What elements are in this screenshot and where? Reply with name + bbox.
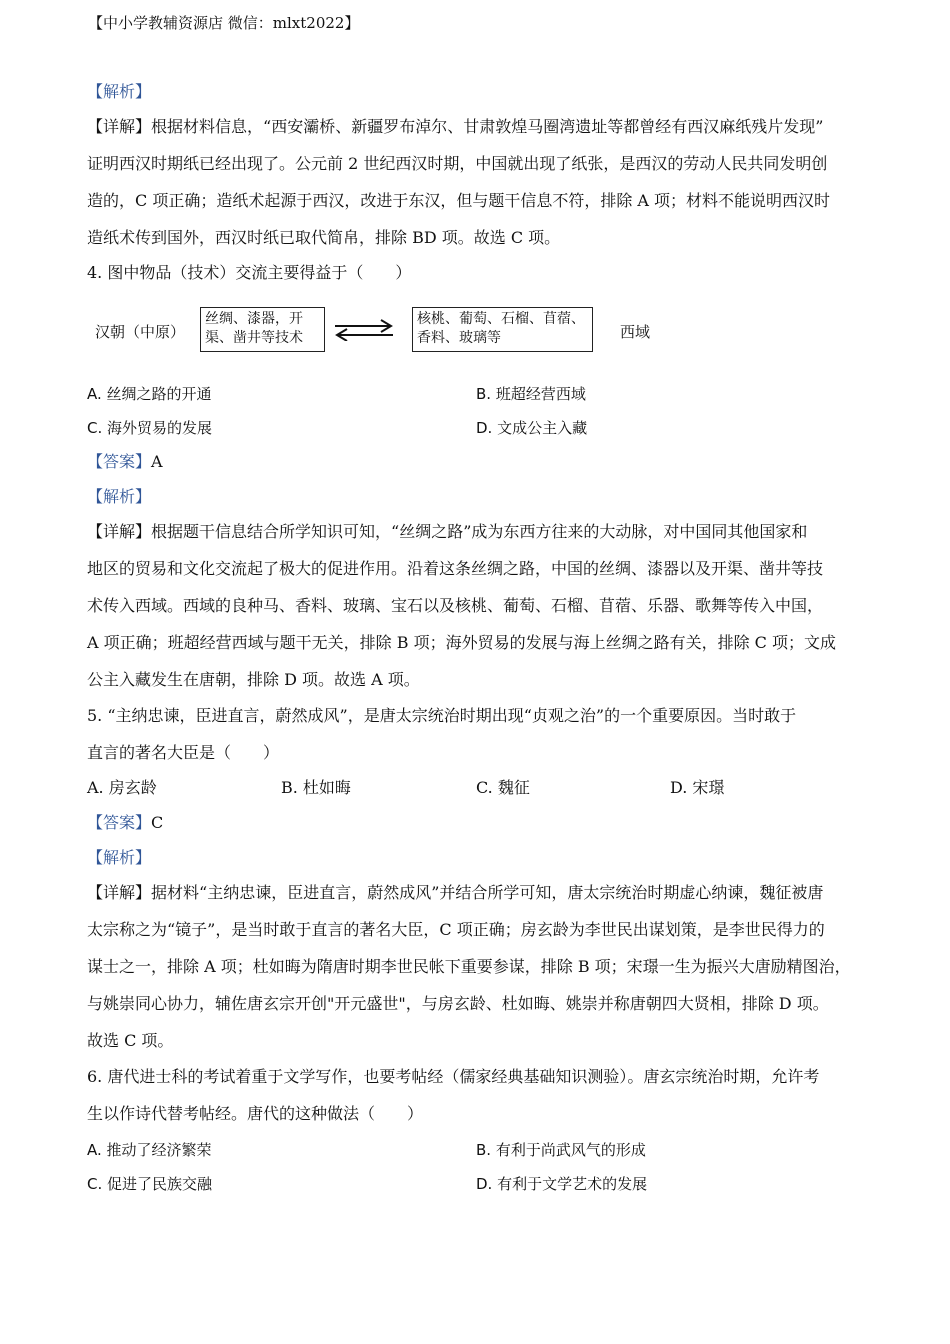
q4-detail-line: 【详解】根据题干信息结合所学知识可知，“丝绸之路”成为东西方往来的大动脉，对中国同其他国家和 — [87, 522, 808, 541]
q5-option-d: D. 宋璟 — [670, 778, 725, 797]
analysis-heading: 【解析】 — [87, 487, 152, 506]
q6-option-d: D. 有利于文学艺术的发展 — [476, 1175, 648, 1193]
q3-detail-line: 造的，C 项正确；造纸术起源于西汉，改进于东汉，但与题干信息不符，排除 A 项；材料不能说明西汉时 — [87, 191, 831, 210]
source-header: 【中小学教辅资源店 微信：mlxt2022】 — [88, 14, 360, 32]
q4-option-d: D. 文成公主入藏 — [476, 419, 588, 437]
detail-label: 【详解】 — [87, 117, 152, 136]
exchange-arrows-icon — [333, 319, 395, 341]
q5-stem-line: 5. “主纳忠谏，臣进直言，蔚然成风”，是唐太宗统治时期出现“贞观之治”的一个重要原因。当时敢于 — [87, 706, 797, 725]
q4-option-a: A. 丝绸之路的开通 — [87, 385, 212, 403]
q5-detail-line: 与姚崇同心协力，辅佐唐玄宗开创"开元盛世"，与房玄龄、杜如晦、姚崇并称唐朝四大贤相，排除 D 项。 — [87, 994, 829, 1013]
analysis-heading: 【解析】 — [87, 848, 152, 867]
q6-stem-line: 生以作诗代替考帖经。唐代的这种做法（ ） — [87, 1104, 424, 1123]
detail-label: 【详解】 — [87, 883, 152, 902]
q5-detail-line: 太宗称之为“镜子”，是当时敢于直言的著名大臣，C 项正确；房玄龄为李世民出谋划策，是李世民得力的 — [87, 920, 825, 939]
q4-detail-line: 地区的贸易和文化交流起了极大的促进作用。沿着这条丝绸之路，中国的丝绸、漆器以及开渠、凿井等技 — [87, 559, 824, 578]
q5-answer: 【答案】C — [87, 813, 164, 832]
q3-detail-line: 【详解】根据材料信息，“西安灞桥、新疆罗布淖尔、甘肃敦煌马圈湾遗址等都曾经有西汉麻纸残片发现” — [87, 117, 824, 136]
diagram-right-box: 核桃、葡萄、石榴、苜蓿、 香料、玻璃等 — [412, 307, 593, 352]
q3-detail-line: 证明西汉时期纸已经出现了。公元前 2 世纪西汉时期，中国就出现了纸张，是西汉的劳动人民共同发明创 — [87, 154, 828, 173]
q4-option-c: C. 海外贸易的发展 — [87, 419, 213, 437]
q6-stem-line: 6. 唐代进士科的考试着重于文学写作，也要考帖经（儒家经典基础知识测验）。唐玄宗统治时期，允许考 — [87, 1067, 820, 1086]
q4-detail-line: A 项正确；班超经营西域与题干无关，排除 B 项；海外贸易的发展与海上丝绸之路有关，排除 C 项；文成 — [87, 633, 836, 652]
q4-detail-line: 公主入藏发生在唐朝，排除 D 项。故选 A 项。 — [87, 670, 420, 689]
q5-option-b: B. 杜如晦 — [281, 778, 351, 797]
q6-option-a: A. 推动了经济繁荣 — [87, 1141, 212, 1159]
q4-detail-line: 术传入西域。西域的良种马、香料、玻璃、宝石以及核桃、葡萄、石榴、苜蓿、乐器、歌舞等传入中国， — [87, 596, 824, 615]
detail-label: 【详解】 — [87, 522, 152, 541]
q5-detail-line: 故选 C 项。 — [87, 1031, 174, 1050]
q4-option-b: B. 班超经营西域 — [476, 385, 586, 403]
q4-answer: 【答案】A — [87, 452, 163, 471]
diagram-right-label: 西域 — [620, 323, 651, 341]
q5-detail-line: 谋士之一，排除 A 项；杜如晦为隋唐时期李世民帐下重要参谋，排除 B 项；宋璟一生为振兴大唐励精图治， — [87, 957, 851, 976]
q5-stem-line: 直言的著名大臣是（ ） — [87, 743, 280, 762]
q6-option-c: C. 促进了民族交融 — [87, 1175, 213, 1193]
q5-detail-line: 【详解】据材料“主纳忠谏，臣进直言，蔚然成风”并结合所学可知，唐太宗统治时期虚心纳谏，魏征被唐 — [87, 883, 824, 902]
q6-option-b: B. 有利于尚武风气的形成 — [476, 1141, 646, 1159]
diagram-left-label: 汉朝（中原） — [95, 323, 186, 341]
diagram-left-box: 丝绸、漆器，开 渠、凿井等技术 — [200, 307, 325, 352]
analysis-heading: 【解析】 — [87, 82, 152, 101]
q4-stem: 4. 图中物品（技术）交流主要得益于（ ） — [87, 263, 412, 282]
q5-option-a: A. 房玄龄 — [87, 778, 157, 797]
exchange-diagram — [95, 305, 665, 355]
q3-detail-line: 造纸术传到国外，西汉时纸已取代简帛，排除 BD 项。故选 C 项。 — [87, 228, 561, 247]
q5-option-c: C. 魏征 — [476, 778, 530, 797]
